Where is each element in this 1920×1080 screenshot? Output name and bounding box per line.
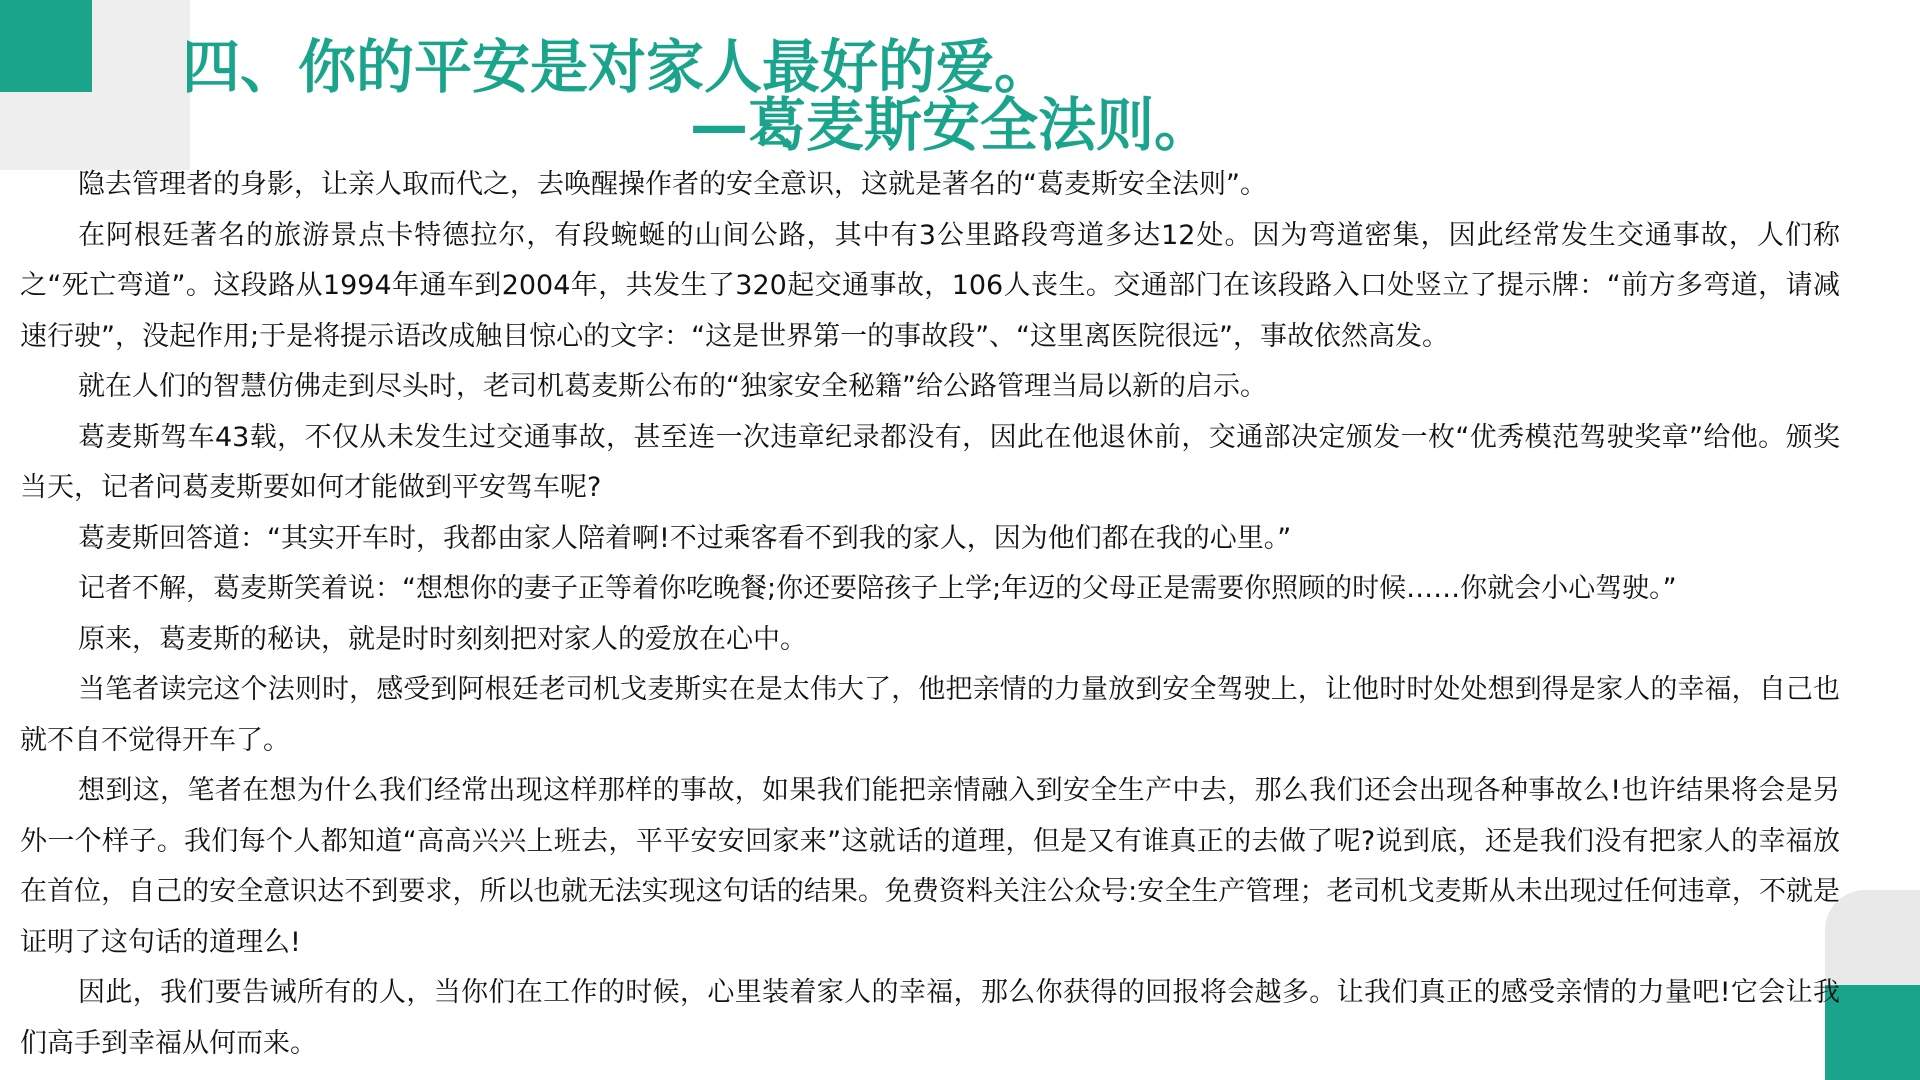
paragraph-10: 因此，我们要告诫所有的人，当你们在工作的时候，心里装着家人的幸福，那么你获得的回报将会越多。让我们真正的感受亲情的力量吧!它会让我们高手到幸福从何而来。 — [20, 977, 1840, 1059]
slide-title: 四、你的平安是对家人最好的爱。 — [182, 33, 1053, 101]
paragraph-9: 想到这，笔者在想为什么我们经常出现这样那样的事故，如果我们能把亲情融入到安全生产中去，那么我们还会出现各种事故么!也许结果将会是另外一个样子。我们每个人都知道“高高兴兴上班去，平平安安回家来”这就话的道理，但是又有谁真正的去做了呢?说到底，还是我们没有把家人的幸福放在首位，自己的安全意识达不到要求，所以也就无法实现这句话的结果。免费资料关注公众号:安全生产管理；老司机戈麦斯从未出现过任何违章，不就是证明了这句话的道理么! — [20, 775, 1840, 958]
article-body — [20, 160, 1840, 1069]
corner-decoration-top-left-green — [0, 0, 92, 92]
paragraph-2: 在阿根廷著名的旅游景点卡特德拉尔，有段蜿蜒的山间公路，其中有3公里路段弯道多达12处。因为弯道密集，因此经常发生交通事故，人们称之“死亡弯道”。这段路从1994年通车到2004年，共发生了320起交通事故，106人丧生。交通部门在该段路入口处竖立了提示牌：“前方多弯道，请减速行驶”，没起作用;于是将提示语改成触目惊心的文字：“这是世界第一的事故段”、“这里离医院很远”，事故依然高发。 — [20, 219, 1840, 352]
paragraph-7: 原来，葛麦斯的秘诀，就是时时刻刻把对家人的爱放在心中。 — [78, 623, 807, 655]
paragraph-8: 当笔者读完这个法则时，感受到阿根廷老司机戈麦斯实在是太伟大了，他把亲情的力量放到安全驾驶上，让他时时处处想到得是家人的幸福，自己也就不自不觉得开车了。 — [20, 674, 1840, 756]
paragraph-6: 记者不解，葛麦斯笑着说：“想想你的妻子正等着你吃晚餐;你还要陪孩子上学;年迈的父母正是需要你照顾的时候……你就会小心驾驶。” — [78, 573, 1677, 604]
slide-subtitle: —葛麦斯安全法则。 — [690, 91, 1213, 159]
paragraph-3: 就在人们的智慧仿佛走到尽头时，老司机葛麦斯公布的“独家安全秘籍”给公路管理当局以新的启示。 — [78, 371, 1267, 402]
paragraph-5: 葛麦斯回答道：“其实开车时，我都由家人陪着啊!不过乘客看不到我的家人，因为他们都在我的心里。” — [78, 522, 1292, 554]
paragraph-4: 葛麦斯驾车43载，不仅从未发生过交通事故，甚至连一次违章纪录都没有，因此在他退休前，交通部决定颁发一枚“优秀模范驾驶奖章”给他。颁奖当天，记者问葛麦斯要如何才能做到平安驾车呢? — [20, 421, 1840, 503]
paragraph-1: 隐去管理者的身影，让亲人取而代之，去唤醒操作者的安全意识，这就是著名的“葛麦斯安全法则”。 — [78, 169, 1267, 200]
